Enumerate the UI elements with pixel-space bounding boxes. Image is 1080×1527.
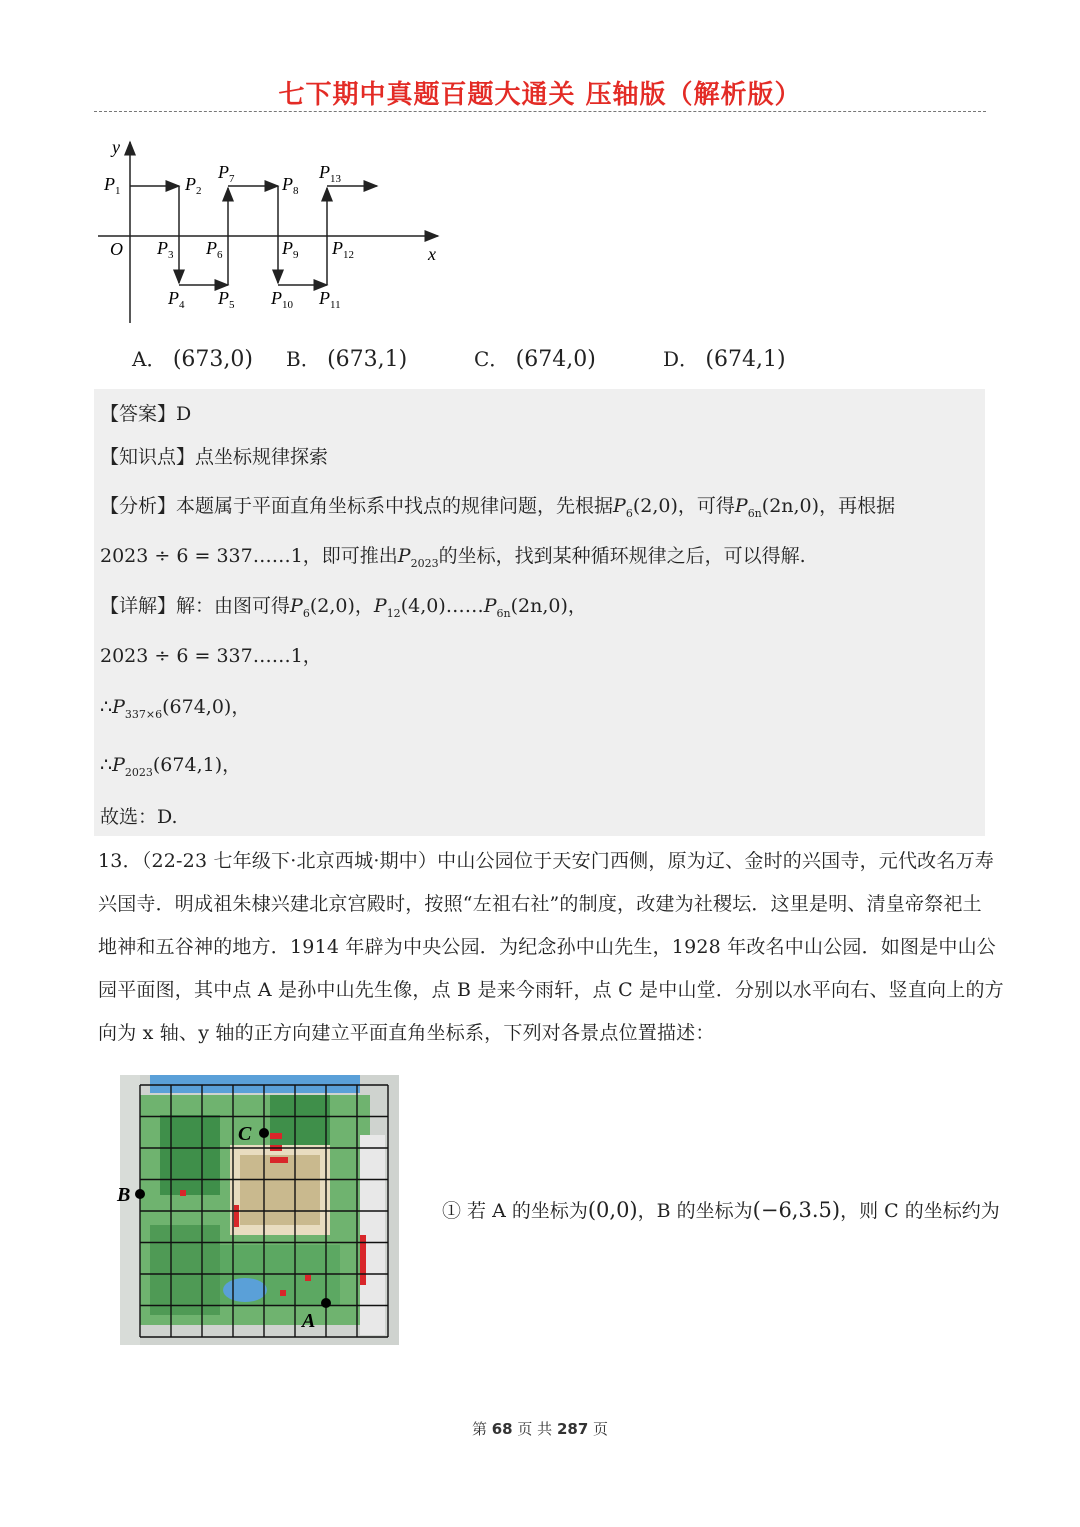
page-title: 七下期中真题百题大通关 压轴版（解析版）	[278, 80, 802, 110]
option-b[interactable]: B． (673,1)	[286, 347, 408, 372]
map-label-c: C	[238, 1123, 252, 1145]
origin-label: O	[110, 239, 123, 259]
point-label: $P_7$	[218, 162, 235, 185]
point-label: $P_9$	[282, 238, 299, 261]
point-a-marker	[321, 1298, 331, 1308]
point-c-marker	[259, 1128, 269, 1138]
point-label: $P_8$	[282, 174, 299, 197]
option-d[interactable]: D． (674,1)	[663, 347, 786, 372]
therefore-line-1: $\therefore P_{337\times 6}(674,0)$，	[100, 696, 251, 721]
point-label: $P_2$	[185, 174, 202, 197]
point-label: $P_{13}$	[319, 162, 341, 185]
option-c[interactable]: C． (674,0)	[474, 347, 596, 372]
page-footer: 第 68 页 共 287 页	[471, 1420, 609, 1438]
question-13-line-3: 地神和五谷神的地方．1914 年辟为中央公园．为纪念孙中山先生，1928 年改名中山公园．如图是中山公	[98, 936, 996, 958]
park-map-image	[117, 1075, 399, 1345]
point-label: $P_4$	[168, 288, 185, 311]
point-pattern-graph	[90, 130, 460, 330]
point-label: $P_6$	[206, 238, 223, 261]
analysis-line-1: 【分析】本题属于平面直角坐标系中找点的规律问题，先根据$P_6(2,0)$，可得$P_{6n}(2n,0)$，再根据	[100, 495, 896, 520]
map-label-a: A	[302, 1310, 316, 1332]
option-a[interactable]: A． (673,0)	[132, 347, 253, 372]
point-b-marker	[135, 1189, 145, 1199]
answer-line: 【答案】D	[100, 403, 192, 425]
x-axis-label: x	[428, 244, 436, 264]
question-13-line-5: 向为 x 轴、y 轴的正方向建立平面直角坐标系，下列对各景点位置描述：	[98, 1022, 715, 1044]
knowledge-point-line: 【知识点】点坐标规律探索	[100, 446, 329, 468]
point-label: $P_3$	[157, 238, 174, 261]
point-label: $P_5$	[218, 288, 235, 311]
header-divider	[94, 111, 986, 112]
point-label: $P_{11}$	[319, 288, 341, 311]
point-label: $P_1$	[104, 174, 121, 197]
point-label: $P_{10}$	[271, 288, 293, 311]
detail-calc-line: 2023 ÷ 6 = 337……1，	[100, 645, 322, 667]
park-map	[117, 1075, 399, 1345]
question-13-line-4: 园平面图，其中点 A 是孙中山先生像，点 B 是来今雨轩，点 C 是中山堂．分别以水平向右、竖直向上的方	[98, 979, 1004, 1001]
therefore-line-2: $\therefore P_{2023}(674,1)$，	[100, 754, 242, 779]
question-13-sub-1: ① 若 A 的坐标为(0,0)，B 的坐标为(−6,3.5)，则 C 的坐标约为	[442, 1198, 1000, 1222]
map-label-b: B	[117, 1184, 131, 1206]
question-13-line-1: 13．（22-23 七年级下·北京西城·期中）中山公园位于天安门西侧，原为辽、金时的兴国寺，元代改名万寿	[98, 850, 994, 872]
choose-line: 故选：D.	[100, 806, 178, 828]
analysis-line-2: 2023 ÷ 6 = 337……1，即可推出$P_{2023}$的坐标，找到某种循环规律之后，可以得解.	[100, 545, 806, 570]
point-label: $P_{12}$	[332, 238, 354, 261]
y-axis-label: y	[112, 137, 120, 157]
detail-line-1: 【详解】解：由图可得$P_6(2,0)$，$P_{12}(4,0)\dots\dots P_{6n}(2n,0)$，	[100, 595, 587, 620]
question-13-line-2: 兴国寺．明成祖朱棣兴建北京宫殿时，按照“左祖右社”的制度，改建为社稷坛．这里是明、清皇帝祭祀土	[98, 893, 982, 915]
